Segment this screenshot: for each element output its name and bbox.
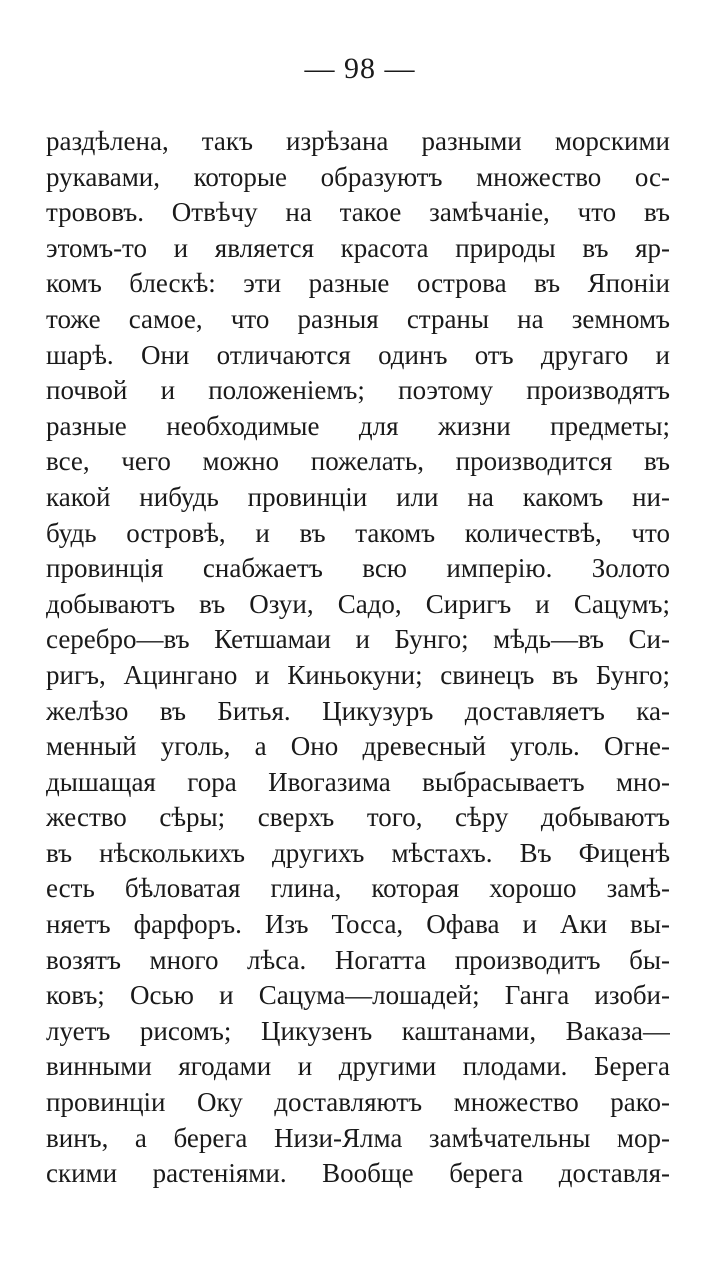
text-line: добываютъ въ Озуи, Садо, Сиригъ и Сацумъ; <box>46 588 670 619</box>
text-line: луетъ рисомъ; Цикузенъ каштанами, Ваказа— <box>46 1015 670 1046</box>
text-line: винъ, а берега Низи-Ялма замѣчательны мор- <box>46 1122 670 1153</box>
text-line: комъ блескѣ: эти разные острова въ Японіи <box>46 268 670 299</box>
text-line: ригъ, Ацингано и Киньокуни; свинецъ въ Бунго; <box>46 659 670 690</box>
text-line: почвой и положеніемъ; поэтому производятъ <box>46 375 670 406</box>
text-line: раздѣлена, такъ изрѣзана разными морскими <box>46 126 670 156</box>
text-line: все, чего можно пожелать, производится въ <box>46 446 670 477</box>
text-line: скими растеніями. Вообще берега доставля- <box>46 1158 670 1189</box>
page-number: — 98 — <box>304 52 416 85</box>
text-line: рукавами, которые образуютъ множество ос- <box>46 161 670 192</box>
text-line: няетъ фарфоръ. Изъ Тосса, Офава и Аки вы- <box>46 909 670 940</box>
text-line: будь островѣ, и въ такомъ количествѣ, что <box>46 517 670 548</box>
text-line: менный уголь, а Оно древесный уголь. Огне- <box>46 731 670 762</box>
text-line: серебро—въ Кетшамаи и Бунго; мѣдь—въ Си- <box>46 624 670 655</box>
text-line: этомъ-то и является красота природы въ яр- <box>46 232 670 263</box>
text-line: разные необходимые для жизни предметы; <box>46 410 670 441</box>
text-line: ковъ; Осью и Сацума—лошадей; Ганга изоби- <box>46 980 670 1011</box>
text-line: какой нибудь провинціи или на какомъ ни- <box>46 481 670 512</box>
body-text <box>46 124 670 1192</box>
text-line: провинціи Оку доставляютъ множество рако- <box>46 1087 670 1118</box>
text-line: винными ягодами и другими плодами. Берега <box>46 1051 670 1082</box>
text-line: тоже самое, что разныя страны на земномъ <box>46 303 670 334</box>
text-line: жество сѣры; сверхъ того, сѣру добываютъ <box>46 802 670 833</box>
text-line: трововъ. Отвѣчу на такое замѣчаніе, что въ <box>46 197 670 228</box>
text-line: есть бѣловатая глина, которая хорошо замѣ- <box>46 873 670 904</box>
text-line: желѣзо въ Битья. Цикузуръ доставляетъ ка- <box>46 695 670 726</box>
text-line: возятъ много лѣса. Ногатта производитъ бы- <box>46 944 670 975</box>
text-line: провинція снабжаетъ всю имперію. Золото <box>46 553 670 584</box>
text-line: въ нѣсколькихъ другихъ мѣстахъ. Въ Фиценѣ <box>46 837 670 868</box>
text-line: шарѣ. Они отличаются одинъ отъ другаго и <box>46 339 670 370</box>
text-line: дышащая гора Ивогазима выбрасываетъ мно- <box>46 766 670 797</box>
